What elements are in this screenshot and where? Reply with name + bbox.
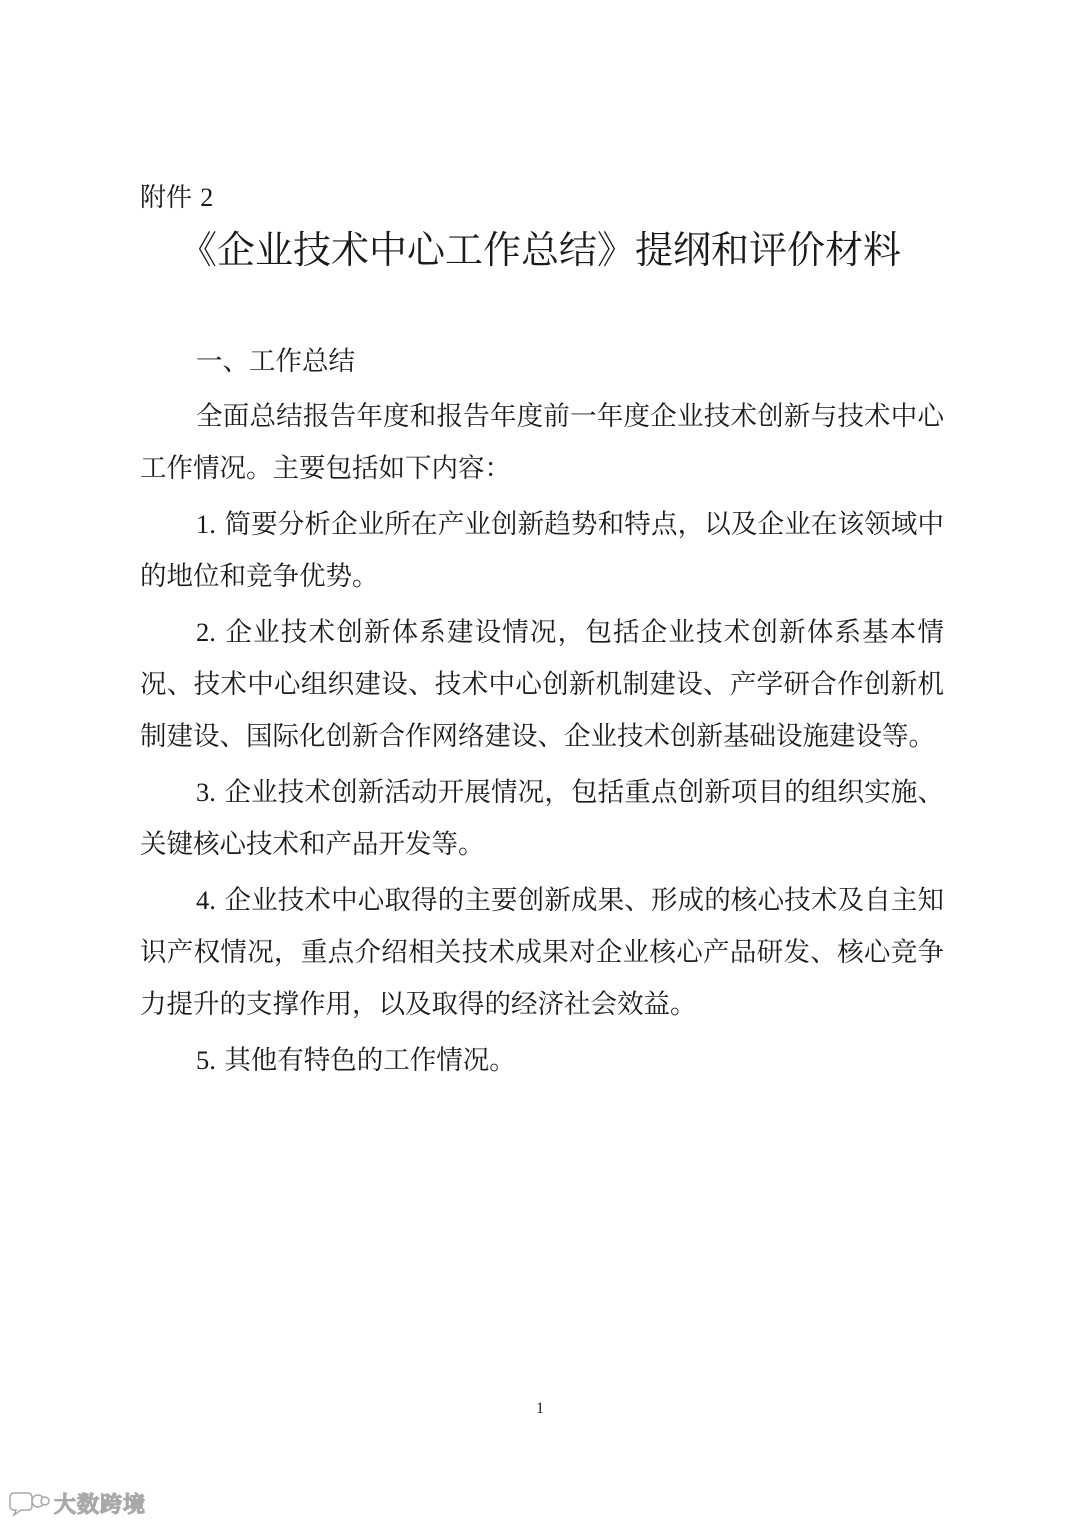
list-item-number: 2. <box>196 617 216 647</box>
list-item <box>140 1034 944 1087</box>
list-item <box>140 766 944 871</box>
attachment-label-text: 附件 <box>140 183 193 213</box>
list-item <box>140 874 944 1031</box>
list-item-number: 3. <box>196 777 216 807</box>
page-number: 1 <box>536 1400 544 1417</box>
list-item-text: 简要分析企业所在产业创新趋势和特点，以及企业在该领域中的地位和竞争优势。 <box>140 509 945 592</box>
list-item-number: 4. <box>196 885 216 915</box>
attachment-label <box>140 180 213 216</box>
list-item <box>140 498 944 603</box>
watermark <box>8 1488 146 1518</box>
chat-bubble-logo-icon <box>8 1489 50 1517</box>
document-title: 《企业技术中心工作总结》提纲和评价材料 <box>178 228 901 272</box>
list-item-text: 其他有特色的工作情况。 <box>224 1045 516 1076</box>
list-item-text: 企业技术中心取得的主要创新成果、形成的核心技术及自主知识产权情况，重点介绍相关技术成果对企业核心产品研发、核心竞争力提升的支撑作用，以及取得的经济社会效益。 <box>140 885 945 1020</box>
list-item-text: 企业技术创新活动开展情况，包括重点创新项目的组织实施、关键核心技术和产品开发等。 <box>140 777 945 860</box>
list-item <box>140 606 944 763</box>
attachment-number: 2 <box>200 183 214 212</box>
list-item-text: 企业技术创新体系建设情况，包括企业技术创新体系基本情况、技术中心组织建设、技术中心创新机制建设、产学研合作创新机制建设、国际化创新合作网络建设、企业技术创新基础设施建设等。 <box>140 617 944 752</box>
document-body <box>140 336 944 1090</box>
section-heading: 一、工作总结 <box>196 346 355 377</box>
intro-paragraph: 全面总结报告年度和报告年度前一年度企业技术创新与技术中心工作情况。主要包括如下内容： <box>140 401 944 484</box>
list-item-number: 1. <box>196 509 216 539</box>
watermark-text: 大数跨境 <box>54 1492 147 1518</box>
list-item-number: 5. <box>196 1045 216 1075</box>
